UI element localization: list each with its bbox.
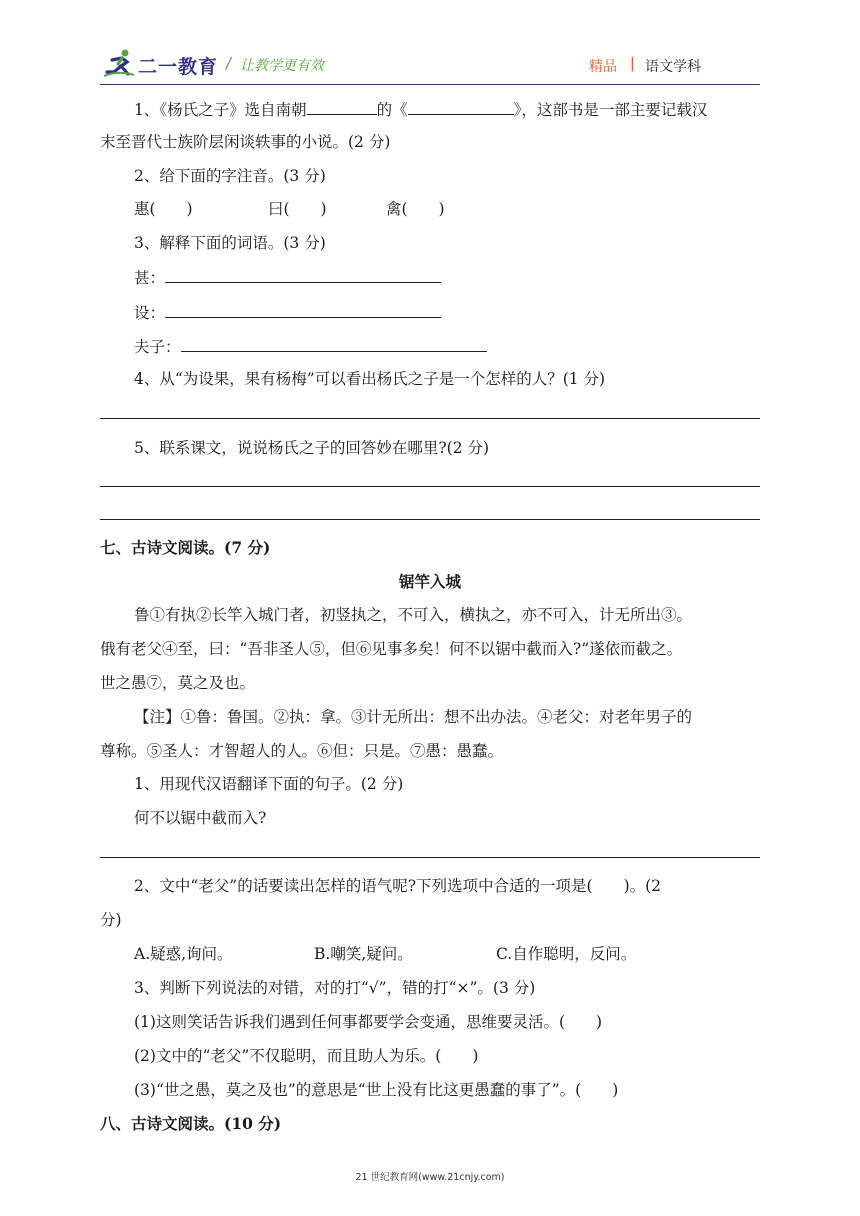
p7-q3-item-1: (1)这则笑话告诉我们遇到任何事都要学会变通，思维要灵活。( ) <box>134 1013 603 1031</box>
note-line-2: 尊称。⑤圣人：才智超人的人。⑥但：只是。⑦愚：愚蠢。 <box>100 742 504 760</box>
p6-q2: 2、给下面的字注音。(3 分) <box>134 167 326 185</box>
p7-q2-line1: 2、文中“老父”的话要读出怎样的语气呢?下列选项中合适的一项是( )。(2 <box>134 877 662 895</box>
logo-slogan: 让教学更有效 <box>240 58 324 74</box>
p6-q2-item-c: 禽( ) <box>386 200 445 218</box>
p6-q3-item-b <box>134 301 441 324</box>
option-b: B.嘲笑,疑问。 <box>314 945 413 963</box>
page-footer: 21 世纪教育网(www.21cnjy.com) <box>355 1172 505 1183</box>
answer-blank <box>181 335 487 352</box>
subject-label: 语文学科 <box>645 59 701 75</box>
answer-blank <box>307 98 377 115</box>
term-label: 设： <box>134 304 166 322</box>
p6-q5: 5、联系课文，说说杨氏之子的回答妙在哪里?(2 分) <box>134 439 490 457</box>
answer-line <box>100 857 760 858</box>
answer-line <box>100 519 760 520</box>
section-8-heading: 八、古诗文阅读。(10 分) <box>100 1114 282 1133</box>
p7-q3: 3、判断下列说法的对错，对的打“√”，错的打“×”。(3 分) <box>134 979 536 997</box>
quality-label: 精品 <box>589 59 617 75</box>
answer-line <box>100 418 760 419</box>
header-rule <box>100 84 760 85</box>
p6-q1-text-b: 的《 <box>376 101 408 119</box>
term-label: 甚： <box>134 269 166 287</box>
p6-q3: 3、解释下面的词语。(3 分) <box>134 234 326 252</box>
p7-q2-line2: 分) <box>100 911 122 929</box>
passage-line-3: 世之愚⑦，莫之及也。 <box>100 674 256 692</box>
option-a: A.疑惑,询问。 <box>134 945 233 963</box>
term-label: 夫子： <box>134 338 181 356</box>
logo-text: 二一教育 <box>138 56 219 78</box>
passage-line-1: 鲁①有执②长竿入城门者，初竖执之，不可入，横执之，亦不可入，计无所出③。 <box>134 606 693 624</box>
logo-divider: / <box>226 54 232 72</box>
p6-q3-item-c <box>134 335 487 358</box>
p7-q1: 1、用现代汉语翻译下面的句子。(2 分) <box>134 775 404 793</box>
p7-q1-sentence: 何不以锯中截而入? <box>134 809 267 827</box>
runner-logo-icon <box>104 48 136 78</box>
answer-blank <box>165 301 441 318</box>
p6-q1-line2: 末至晋代士族阶层闲谈轶事的小说。(2 分) <box>100 133 391 151</box>
p6-q2-item-b: 曰( ) <box>268 200 327 218</box>
answer-blank <box>165 266 441 283</box>
passage-title: 锯竿入城 <box>398 572 461 591</box>
section-7-heading: 七、古诗文阅读。(7 分) <box>100 538 271 557</box>
site-logo <box>104 48 424 80</box>
p6-q2-item-a: 惠( ) <box>134 200 193 218</box>
p6-q1-text-a: 1、《杨氏之子》选自南朝 <box>134 101 307 119</box>
p6-q3-item-a <box>134 266 441 289</box>
passage-line-2: 俄有老父④至，曰：“吾非圣人⑤，但⑥见事多矣！何不以锯中截而入?”遂依而截之。 <box>100 640 683 658</box>
p7-q3-item-2: (2)文中的“老父”不仅聪明，而且助人为乐。( ) <box>134 1047 479 1065</box>
header-separator: | <box>630 56 635 72</box>
answer-blank <box>408 98 514 115</box>
p7-q3-item-3: (3)“世之愚，莫之及也”的意思是“世上没有比这更愚蠢的事了”。( ) <box>134 1081 619 1099</box>
answer-line <box>100 486 760 487</box>
p6-q4: 4、从“为设果，果有杨梅”可以看出杨氏之子是一个怎样的人？(1 分) <box>134 370 606 388</box>
p6-q1-text-c: 》，这部书是一部主要记载汉 <box>513 101 708 119</box>
note-line-1: 【注】①鲁：鲁国。②执：拿。③计无所出：想不出办法。④老父：对老年男子的 <box>134 708 693 726</box>
p6-q1-line1 <box>134 98 707 121</box>
option-c: C.自作聪明，反问。 <box>496 945 637 963</box>
